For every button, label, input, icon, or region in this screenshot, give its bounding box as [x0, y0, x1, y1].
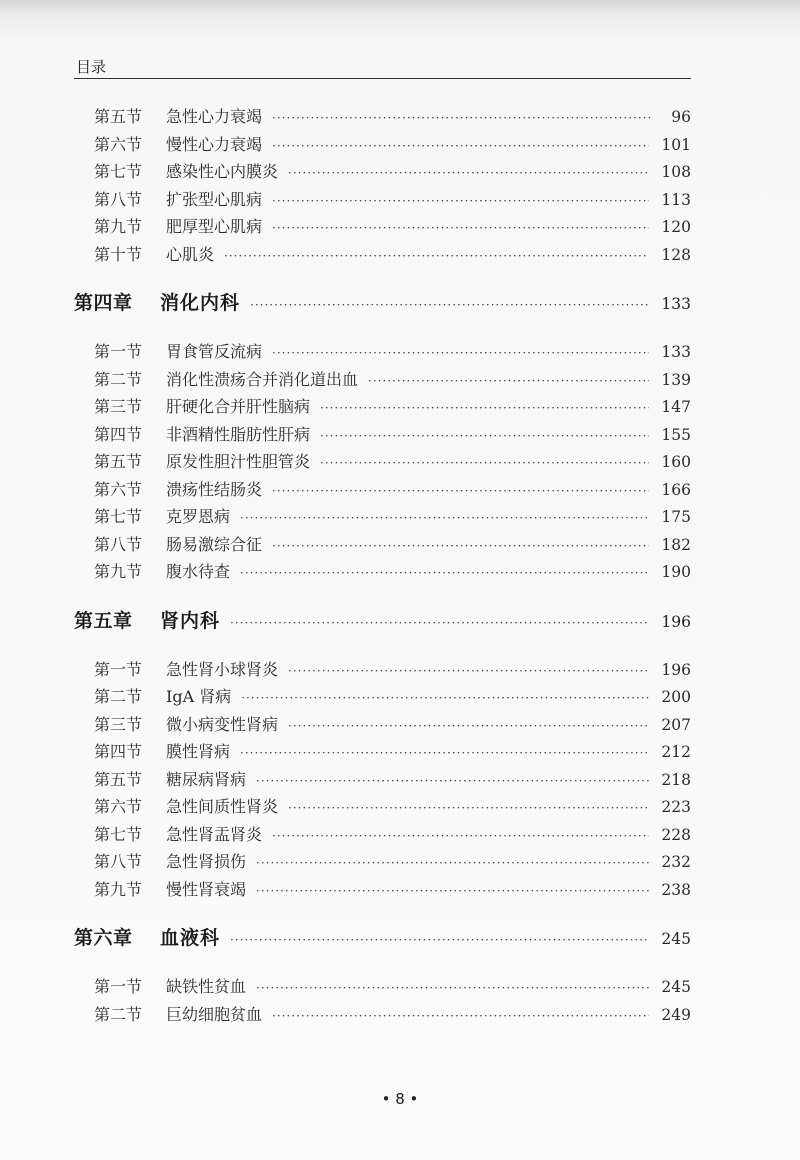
dot-leader: [272, 823, 649, 851]
section-number: 第八节: [94, 189, 143, 209]
toc-entry: [94, 103, 691, 131]
page-ref: 113: [661, 190, 691, 209]
dot-leader: [272, 188, 649, 216]
chapter-group: [74, 286, 691, 586]
section-number: 第五节: [94, 107, 143, 126]
section-number: 第九节: [94, 562, 143, 581]
chapter-number: 第五章: [74, 609, 133, 632]
dot-leader: [230, 606, 649, 640]
toc-entry: [94, 131, 691, 159]
section-title: 感染性心内膜炎: [166, 162, 279, 181]
chapter-title: 血液科: [160, 927, 221, 949]
chapter-group: [74, 921, 691, 1028]
page-number: • 8 •: [381, 1090, 419, 1108]
section-title: 急性肾损伤: [166, 852, 247, 871]
page-ref: 155: [661, 425, 691, 444]
toc-entry: [94, 186, 691, 214]
toc-entry: [94, 241, 691, 269]
section-number: 第二节: [94, 1004, 143, 1024]
section-number: 第三节: [94, 397, 143, 416]
section-group: [94, 103, 691, 268]
toc-entry: [94, 876, 691, 904]
dot-leader: [272, 105, 651, 133]
page-ref: 207: [661, 715, 691, 734]
page-ref: 147: [661, 398, 691, 416]
section-title: 溃疡性结肠炎: [166, 479, 263, 499]
section-number: 第十节: [94, 244, 143, 264]
section-title: 肥厚型心肌病: [166, 217, 263, 236]
toc-entry: [94, 531, 691, 559]
section-title: 急性心力衰竭: [166, 107, 263, 126]
dot-leader: [256, 975, 649, 1003]
chapter-title: 肾内科: [160, 609, 221, 632]
page-ref: 200: [661, 688, 691, 706]
section-title: 急性间质性肾炎: [166, 797, 279, 816]
toc-entry: [94, 448, 691, 476]
dot-leader: [288, 160, 649, 188]
section-title: 急性肾小球肾炎: [166, 659, 279, 679]
page-ref: 166: [661, 480, 691, 499]
toc-entry: [94, 793, 691, 821]
dot-leader: [320, 450, 649, 478]
section-number: 第七节: [94, 824, 143, 844]
page-ref: 120: [661, 218, 691, 236]
running-head: 目录: [76, 58, 107, 76]
page-ref: 175: [661, 508, 691, 526]
section-title: 慢性肾衰竭: [166, 879, 247, 899]
dot-leader: [256, 878, 649, 906]
page-ref: 196: [661, 612, 691, 631]
page-ref: 223: [661, 798, 691, 816]
chapter-number: 第四章: [74, 292, 133, 314]
page-ref: 245: [661, 978, 691, 996]
section-title: 慢性心力衰竭: [166, 134, 263, 154]
section-title: 腹水待查: [166, 562, 231, 581]
section-title: 肝硬化合并肝性脑病: [166, 397, 311, 416]
page-ref: 96: [671, 108, 691, 126]
section-title: 扩张型心肌病: [166, 189, 263, 209]
section-title: 克罗恩病: [166, 507, 231, 526]
dot-leader: [288, 713, 649, 741]
toc-entry: [94, 366, 691, 394]
dot-leader: [250, 288, 649, 322]
toc-entry: [94, 393, 691, 421]
section-number: 第六节: [94, 134, 143, 154]
toc-entry: [94, 711, 691, 739]
chapter-number: 第六章: [74, 927, 133, 949]
chapter-heading: [74, 286, 691, 320]
table-of-contents: [74, 103, 691, 1028]
section-title: 急性肾盂肾炎: [166, 824, 263, 844]
toc-entry: [94, 821, 691, 849]
page-ref: 133: [661, 343, 691, 361]
dot-leader: [224, 243, 649, 271]
page-ref: 160: [661, 453, 691, 471]
section-number: 第五节: [94, 452, 143, 471]
page-ref: 196: [661, 660, 691, 679]
toc-entry: [94, 973, 691, 1001]
page-ref: 245: [661, 930, 691, 948]
page-ref: 232: [661, 853, 691, 871]
section-number: 第五节: [94, 769, 143, 789]
page-ref: 139: [661, 370, 691, 389]
toc-entry: [94, 503, 691, 531]
page-ref: 249: [661, 1005, 691, 1024]
page-ref: 108: [661, 163, 691, 181]
section-title: 心肌炎: [166, 244, 215, 264]
toc-entry: [94, 421, 691, 449]
page-ref: 190: [661, 563, 691, 581]
dot-leader: [272, 478, 649, 506]
toc-entry: [94, 848, 691, 876]
section-number: 第八节: [94, 852, 143, 871]
dot-leader: [272, 133, 649, 161]
section-number: 第二节: [94, 369, 143, 389]
page-ref: 133: [661, 295, 691, 313]
section-title: 非酒精性脂肪性肝病: [166, 424, 311, 444]
toc-entry: [94, 476, 691, 504]
section-number: 第一节: [94, 659, 143, 679]
section-number: 第八节: [94, 534, 143, 554]
page-ref: 218: [661, 770, 691, 789]
dot-leader: [256, 850, 649, 878]
dot-leader: [240, 505, 649, 533]
dot-leader: [272, 1003, 649, 1031]
dot-leader: [240, 560, 649, 588]
section-number: 第四节: [94, 424, 143, 444]
dot-leader: [320, 423, 649, 451]
section-title: 缺铁性贫血: [166, 977, 247, 996]
section-title: IgA 肾病: [166, 687, 232, 706]
section-number: 第六节: [94, 797, 143, 816]
dot-leader: [320, 395, 649, 423]
page-ref: 128: [661, 245, 691, 264]
toc-entry: [94, 683, 691, 711]
dot-leader: [288, 795, 649, 823]
toc-entry: [94, 1001, 691, 1029]
toc-entry: [94, 338, 691, 366]
toc-entry: [94, 656, 691, 684]
chapter-heading: [74, 921, 691, 955]
dot-leader: [288, 658, 649, 686]
section-title: 胃食管反流病: [166, 342, 263, 361]
toc-entry: [94, 766, 691, 794]
chapter-group: [74, 604, 691, 904]
section-title: 膜性肾病: [166, 742, 231, 761]
header-rule: [74, 78, 691, 79]
toc-entry: [94, 558, 691, 586]
section-number: 第四节: [94, 742, 143, 761]
dot-leader: [256, 768, 649, 796]
section-title: 巨幼细胞贫血: [166, 1004, 263, 1024]
section-title: 肠易激综合征: [166, 534, 263, 554]
dot-leader: [230, 923, 649, 957]
page-ref: 212: [661, 743, 691, 761]
toc-entry: [94, 738, 691, 766]
section-title: 消化性溃疡合并消化道出血: [166, 369, 359, 389]
section-number: 第二节: [94, 687, 143, 706]
section-number: 第一节: [94, 342, 143, 361]
dot-leader: [241, 685, 649, 713]
section-number: 第九节: [94, 217, 143, 236]
toc-entry: [94, 158, 691, 186]
section-number: 第三节: [94, 714, 143, 734]
chapter-title: 消化内科: [160, 292, 241, 314]
page-ref: 182: [661, 535, 691, 554]
section-number: 第一节: [94, 977, 143, 996]
section-title: 糖尿病肾病: [166, 769, 247, 789]
section-number: 第六节: [94, 479, 143, 499]
section-number: 第七节: [94, 507, 143, 526]
page-ref: 101: [661, 135, 691, 154]
dot-leader: [272, 533, 649, 561]
section-title: 微小病变性肾病: [166, 714, 279, 734]
page-ref: 238: [661, 880, 691, 899]
dot-leader: [368, 368, 649, 396]
dot-leader: [272, 215, 649, 243]
section-number: 第九节: [94, 879, 143, 899]
toc-entry: [94, 213, 691, 241]
section-number: 第七节: [94, 162, 143, 181]
dot-leader: [240, 740, 649, 768]
chapter-heading: [74, 604, 691, 638]
dot-leader: [272, 340, 649, 368]
section-title: 原发性胆汁性胆管炎: [166, 452, 311, 471]
page-ref: 228: [661, 825, 691, 844]
